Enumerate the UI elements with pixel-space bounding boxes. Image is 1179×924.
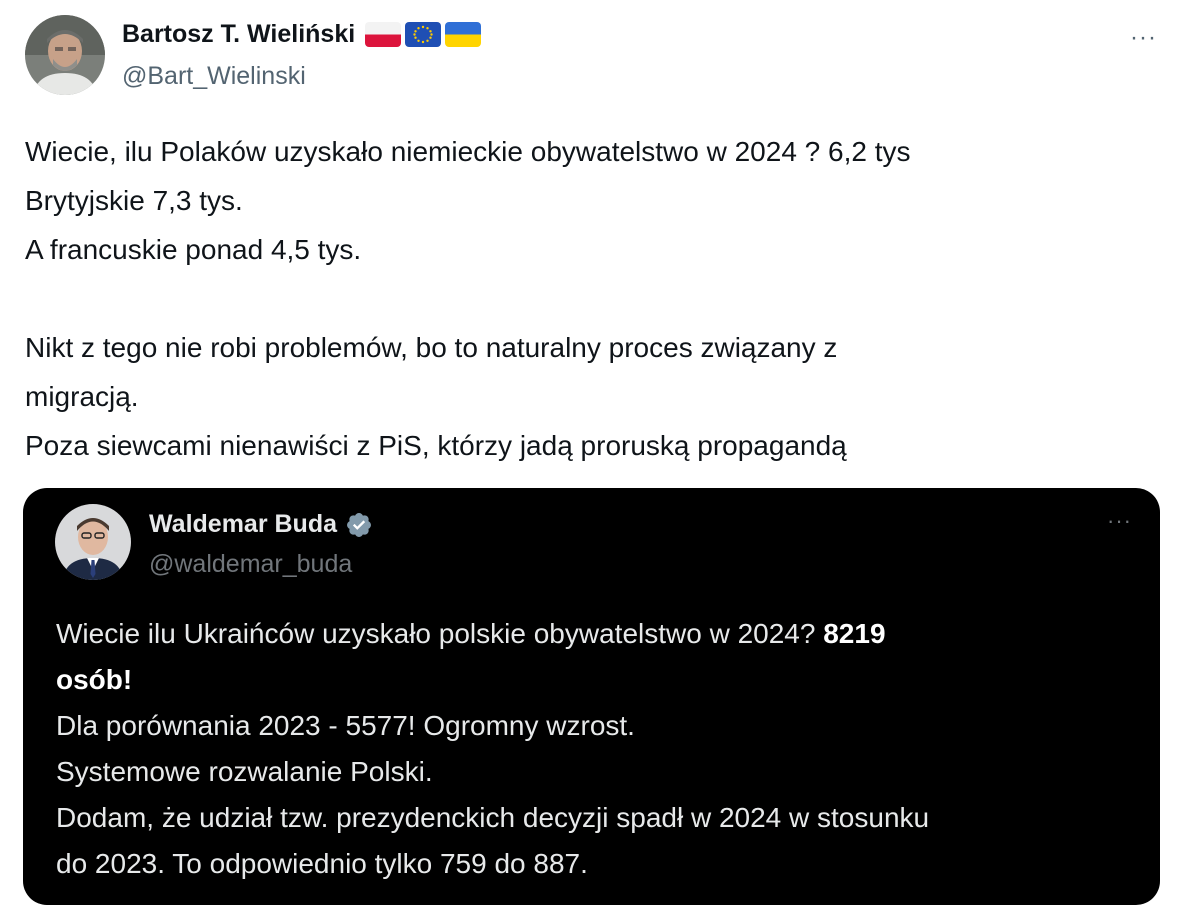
quoted-more-options-icon[interactable]: ··· bbox=[1107, 508, 1132, 533]
quoted-text-line bbox=[56, 611, 1136, 657]
tweet-text-line: A francuskie ponad 4,5 tys. bbox=[25, 234, 362, 265]
tweet-text bbox=[25, 127, 1165, 470]
quoted-author-handle[interactable]: @waldemar_buda bbox=[149, 550, 353, 578]
quoted-text-line bbox=[56, 657, 1136, 703]
author-display-name[interactable]: Bartosz T. Wieliński bbox=[122, 20, 356, 48]
tweet-text-line: Poza siewcami nienawiści z PiS, którzy jadą proruską propagandą bbox=[25, 430, 847, 461]
quoted-text-line: Systemowe rozwalanie Polski. bbox=[56, 756, 433, 787]
quoted-text-bold-number: 8219 bbox=[823, 618, 886, 649]
quoted-text-bold-word: osób! bbox=[56, 664, 133, 695]
tweet-text-line: Wiecie, ilu Polaków uzyskało niemieckie obywatelstwo w 2024 ? 6,2 tys bbox=[25, 136, 911, 167]
author-handle[interactable]: @Bart_Wielinski bbox=[122, 62, 306, 90]
tweet-text-blank-line bbox=[25, 274, 1165, 323]
quoted-tweet-text bbox=[56, 611, 1136, 887]
tweet-text-line: migracją. bbox=[25, 381, 139, 412]
quoted-tweet-card[interactable] bbox=[23, 488, 1160, 905]
author-name-line bbox=[122, 20, 481, 49]
quoted-text-line: Dodam, że udział tzw. prezydenckich decyzji spadł w 2024 w stosunku bbox=[56, 802, 930, 833]
quoted-author-display-name[interactable]: Waldemar Buda bbox=[149, 510, 338, 538]
quoted-text-line: do 2023. To odpowiednio tylko 759 do 887. bbox=[56, 848, 588, 879]
poland-flag-icon bbox=[365, 22, 401, 47]
quoted-text-line: Dla porównania 2023 - 5577! Ogromny wzrost. bbox=[56, 710, 635, 741]
tweet-text-line: Nikt z tego nie robi problemów, bo to naturalny proces związany z bbox=[25, 332, 838, 363]
verified-badge-icon bbox=[345, 511, 373, 539]
tweet-text-line: Brytyjskie 7,3 tys. bbox=[25, 185, 243, 216]
quoted-author-avatar[interactable] bbox=[55, 504, 131, 580]
author-avatar[interactable] bbox=[25, 15, 105, 95]
quoted-text-segment: Wiecie ilu Ukraińców uzyskało polskie obywatelstwo w 2024? bbox=[56, 618, 824, 649]
more-options-icon[interactable]: ··· bbox=[1130, 24, 1157, 51]
ukraine-flag-icon bbox=[445, 22, 481, 47]
quoted-author-name-line bbox=[149, 510, 373, 539]
author-flags bbox=[365, 22, 481, 47]
eu-flag-icon bbox=[405, 22, 441, 47]
